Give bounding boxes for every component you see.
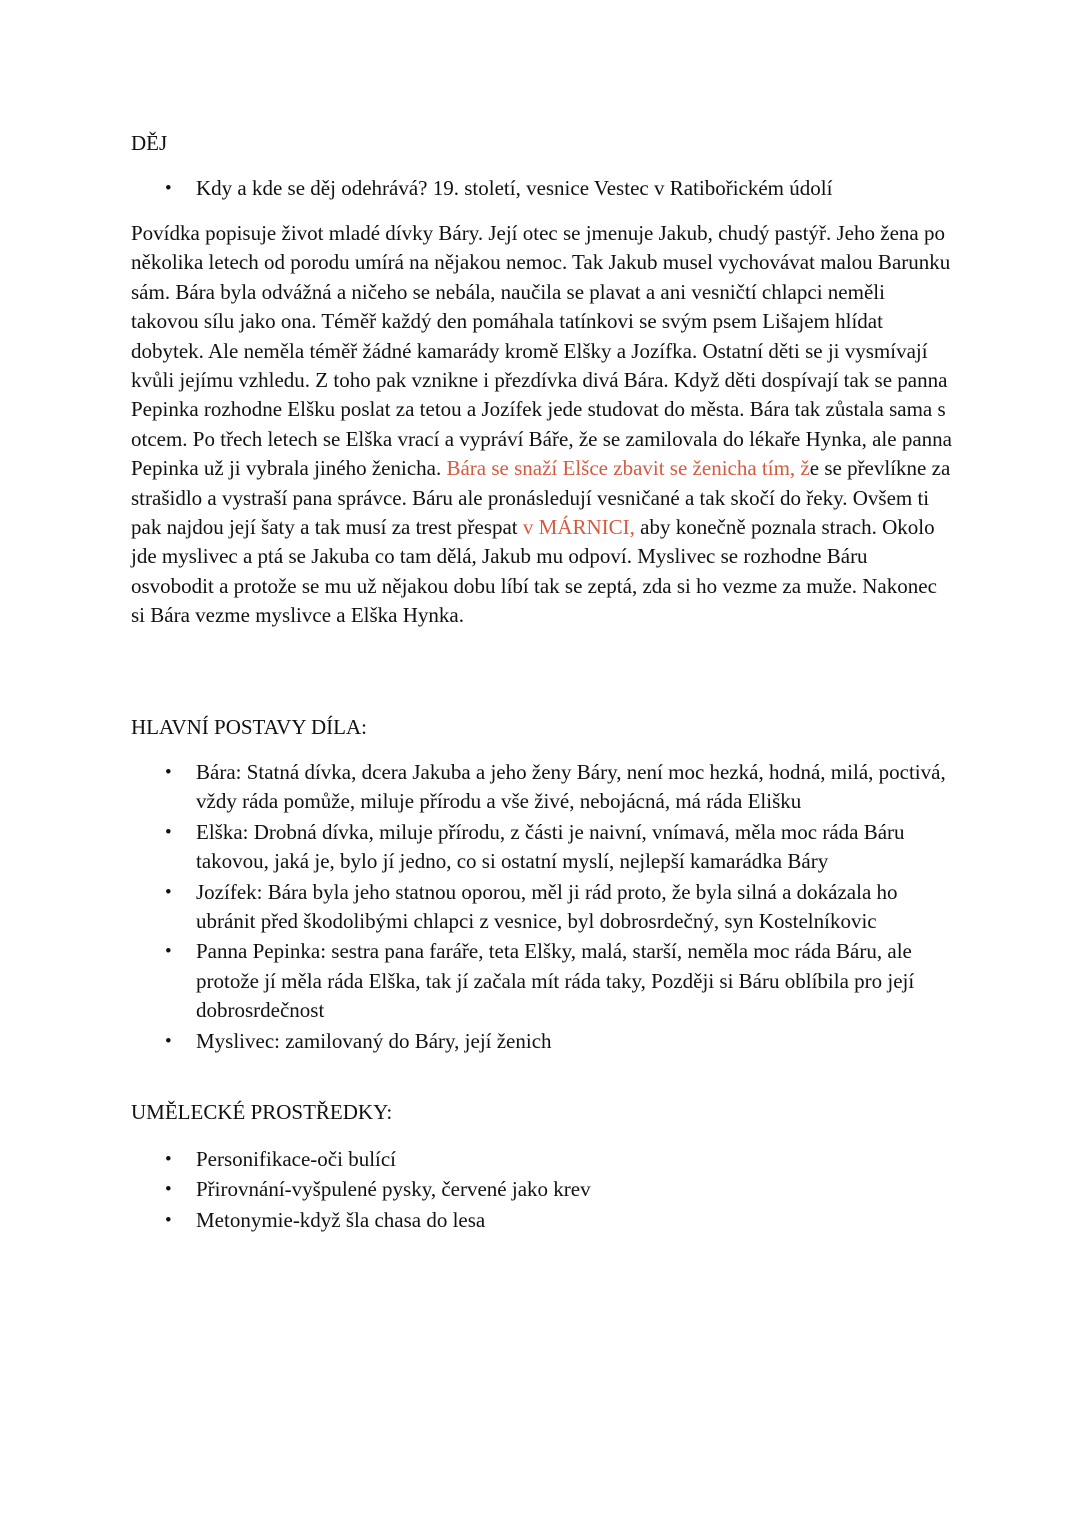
- list-item-text: Personifikace-oči bulící: [196, 1147, 397, 1171]
- list-item-text: Přirovnání-vyšpulené pysky, červené jako krev: [196, 1177, 591, 1202]
- list-item: [0, 878, 956, 937]
- bullet-icon: •: [165, 1179, 172, 1201]
- list-item: [0, 1175, 956, 1204]
- bullet-icon: •: [165, 1030, 172, 1052]
- list-item-text: Elška: Drobná dívka, miluje přírodu, z části je naivní, vnímavá, měla moc ráda Báru takovou, jaká je, bylo jí jedno, co si ostatní myslí, nejlepší kamarádka Báry: [196, 819, 905, 874]
- list-item-text: Metonymie-když šla chasa do lesa: [196, 1207, 486, 1232]
- bullet-list-postavy: [0, 758, 956, 1057]
- bullet-icon: •: [165, 178, 172, 199]
- bullet-icon: •: [165, 821, 172, 843]
- bullet-icon: •: [165, 1149, 172, 1170]
- list-item: [0, 1027, 956, 1056]
- paragraph-text: aby konečně poznala strach. Okolo jde myslivec a ptá se Jakuba co tam dělá, Jakub mu odpoví. Myslivec se rozhodne Báru osvobodit a protože se mu už nějakou dobu líbí tak se zeptá, zda si ho vezme za muže. Nakonec si Bára vezme myslivce a Elška Hynka.: [131, 515, 937, 628]
- section-heading-dej: DĚJ: [131, 131, 168, 155]
- list-item: [0, 758, 956, 817]
- list-item-text: Panna Pepinka: sestra pana faráře, teta Elšky, malá, starší, neměla moc ráda Báru, ale protože jí měla ráda Elška, tak jí začala mít ráda taky, Později si Báru oblíbila pro její dobrosrdečnost: [196, 939, 915, 1023]
- list-item-text: Kdy a kde se děj odehrává? 19. století, vesnice Vestec v Ratibořickém údolí: [196, 176, 833, 200]
- list-item: [0, 174, 956, 203]
- bullet-list-dej: [0, 174, 956, 203]
- list-item: [0, 937, 956, 1025]
- story-paragraph: [131, 219, 953, 631]
- list-item-text: Bára: Statná dívka, dcera Jakuba a jeho ženy Báry, není moc hezká, hodná, milá, poctivá, vždy ráda pomůže, miluje přírodu a vše živé, nebojácná, má ráda Elišku: [196, 760, 946, 814]
- bullet-icon: •: [165, 941, 172, 963]
- list-item: [0, 1145, 956, 1174]
- paragraph-text: Povídka popisuje život mladé dívky Báry. Její otec se jmenuje Jakub, chudý pastýř. Jeho žena po několika letech od porodu umírá na nějakou nemoc. Tak Jakub musel vychovávat malou Barunku sám. Bára byla odvážná a ničeho se nebála, naučila se plavat a ani vesničtí chlapci neměli takovou sílu jako ona. Téměř každý den pomáhala tatínkovi se svým psem Lišajem hlídat dobytek. Ale neměla téměř žádné kamarády kromě Elšky a Jozífka. Ostatní děti se ji vysmívají kvůli jejímu vzhledu. Z toho pak vznikne i přezdívka divá Bára. Když děti dospívají tak se panna Pepinka rozhodne Elšku poslat za tetou a Jozífek jede studovat do města. Bára tak zůstala sama s otcem. Po třech letech se Elška vrací a vypráví Báře, že se zamilovala do lékaře Hynka, ale panna Pepinka už ji vybrala jiného ženicha.: [131, 221, 952, 481]
- section-heading-prostredky: UMĚLECKÉ PROSTŘEDKY:: [131, 1100, 393, 1124]
- bullet-icon: •: [165, 881, 172, 903]
- paragraph-text: e se převlíkne za strašidlo a vystraší pana správce. Báru ale pronásledují vesničané a tak skočí do řeky. Ovšem ti pak najdou její šaty a tak musí za trest přespat: [131, 456, 951, 540]
- list-item: [0, 818, 956, 877]
- list-item: [0, 1206, 956, 1235]
- highlighted-text: Bára se snaží Elšce zbavit se ženicha tím, ž: [446, 456, 810, 481]
- bullet-icon: •: [165, 762, 172, 783]
- bullet-icon: •: [165, 1209, 172, 1231]
- section-heading-postavy: HLAVNÍ POSTAVY DÍLA:: [131, 715, 367, 739]
- list-item-text: Jozífek: Bára byla jeho statnou oporou, měl ji rád proto, že byla silná a dokázala ho ubránit před škodolibými chlapci z vesnice, byl dobrosrdečný, syn Kostelníkovic: [196, 879, 898, 934]
- bullet-list-prostredky: [0, 1145, 956, 1236]
- highlighted-text: v MÁRNICI,: [522, 515, 635, 540]
- list-item-text: Myslivec: zamilovaný do Báry, její ženich: [196, 1028, 552, 1053]
